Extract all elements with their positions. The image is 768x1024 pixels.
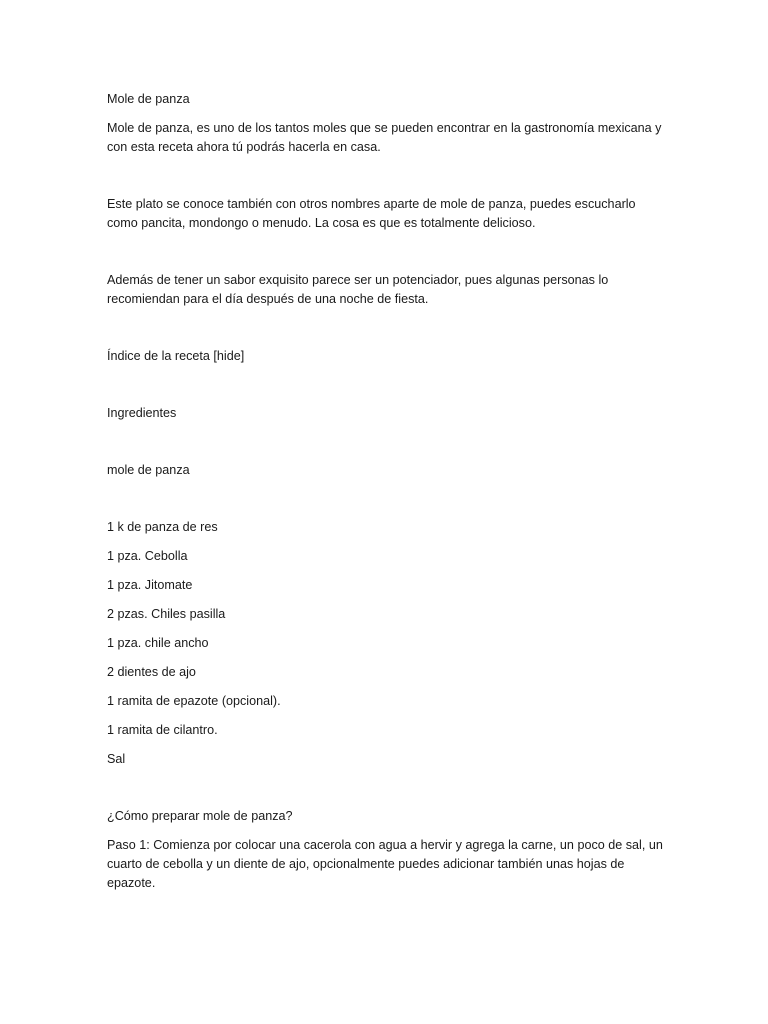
paragraph-3: Además de tener un sabor exquisito parece ser un potenciador, pues algunas personas lo recomiendan para el día después de una noche de fiesta. <box>107 273 609 306</box>
list-item: Sal <box>107 752 126 766</box>
list-item: 2 dientes de ajo <box>107 665 196 679</box>
list-item: 1 pza. Jitomate <box>107 578 193 592</box>
intro-paragraph: Mole de panza, es uno de los tantos moles que se pueden encontrar en la gastronomía mexicana y con esta receta ahora tú podrás hacerla en casa. <box>107 121 662 154</box>
step-1-paragraph: Paso 1: Comienza por colocar una cacerola con agua a hervir y agrega la carne, un poco de sal, un cuarto de cebolla y un diente de ajo, opcionalmente puedes adicionar también unas hojas de epazote. <box>107 838 663 890</box>
document-title: Mole de panza <box>107 92 190 106</box>
paragraph-2: Este plato se conoce también con otros nombres aparte de mole de panza, puedes escucharlo como pancita, mondongo o menudo. La cosa es que es totalmente delicioso. <box>107 197 636 230</box>
list-item: 1 ramita de epazote (opcional). <box>107 694 281 708</box>
document-body <box>107 90 667 893</box>
list-item: 1 k de panza de res <box>107 520 218 534</box>
list-item: 1 ramita de cilantro. <box>107 723 218 737</box>
preparation-heading: ¿Cómo preparar mole de panza? <box>107 809 293 823</box>
ingredients-list <box>107 518 667 769</box>
ingredients-subheading: mole de panza <box>107 463 190 477</box>
list-item: 1 pza. chile ancho <box>107 636 209 650</box>
toc-link[interactable]: Índice de la receta [hide] <box>107 349 245 363</box>
ingredients-heading: Ingredientes <box>107 406 177 420</box>
list-item: 2 pzas. Chiles pasilla <box>107 607 226 621</box>
list-item: 1 pza. Cebolla <box>107 549 188 563</box>
